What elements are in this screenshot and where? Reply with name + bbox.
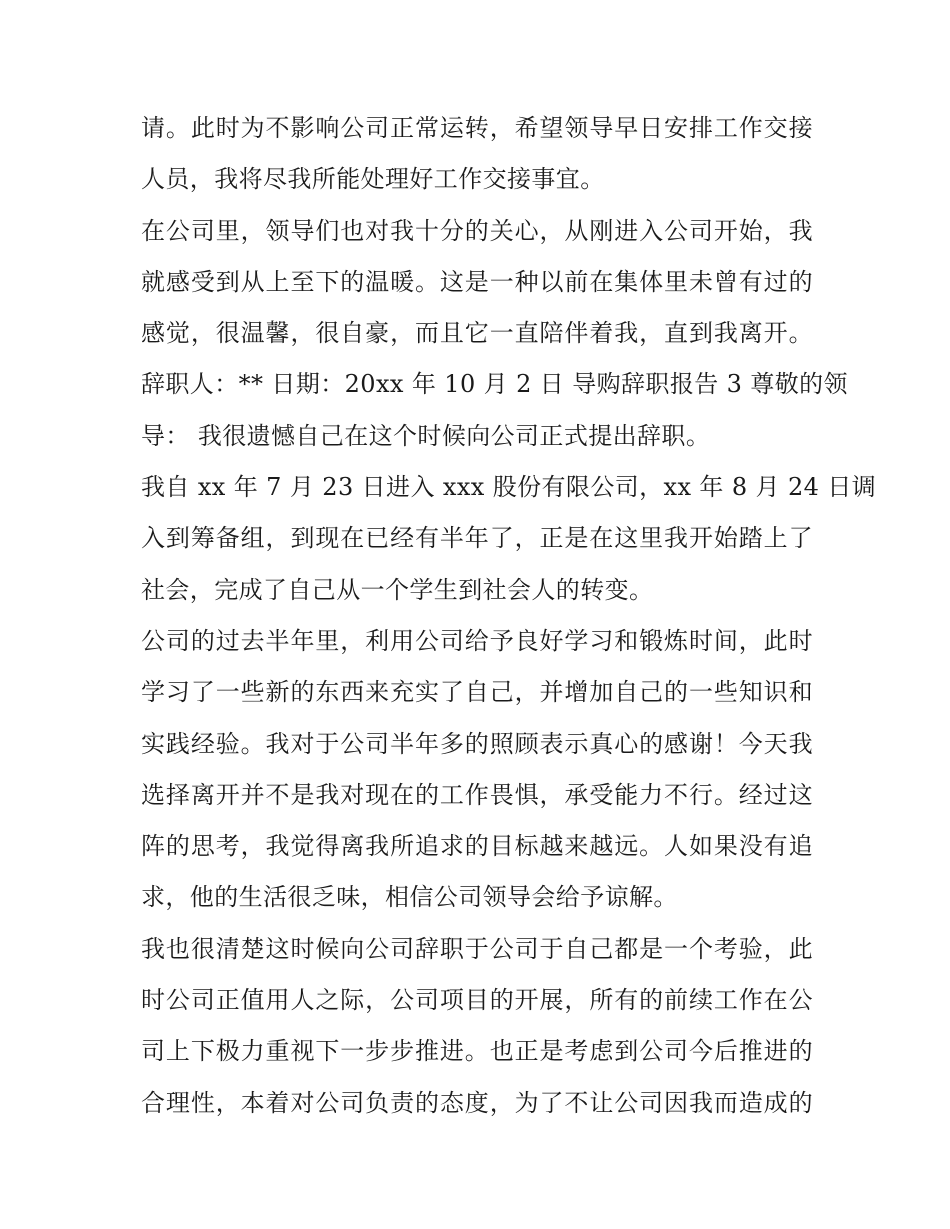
text-line: 选择离开并不是我对现在的工作畏惧，承受能力不行。经过这 (141, 780, 813, 809)
text-line: 我自 xx 年 7 月 23 日进入 xxx 股份有限公司，xx 年 8 月 24 日调 (141, 473, 877, 502)
text-line: 请。此时为不影响公司正常运转，希望领导早日安排工作交接 (141, 114, 813, 142)
text-line: 导： 我很遗憾自己在这个时候向公司正式提出辞职。 (141, 421, 711, 450)
body-text (141, 103, 877, 1129)
text-line: 感觉，很温馨，很自豪，而且它一直陪伴着我，直到我离开。 (141, 319, 813, 348)
text-line: 阵的思考，我觉得离我所追求的目标越来越远。人如果没有追 (141, 832, 813, 861)
text-line: 人员，我将尽我所能处理好工作交接事宜。 (141, 165, 605, 194)
text-line: 实践经验。我对于公司半年多的照顾表示真心的感谢！今天我 (141, 729, 813, 758)
text-line: 合理性，本着对公司负责的态度，为了不让公司因我而造成的 (141, 1088, 813, 1117)
text-line: 社会，完成了自己从一个学生到社会人的转变。 (141, 575, 654, 604)
text-line: 就感受到从上至下的温暖。这是一种以前在集体里未曾有过的 (141, 267, 813, 296)
text-line: 求，他的生活很乏味，相信公司领导会给予谅解。 (141, 883, 678, 912)
text-line: 在公司里，领导们也对我十分的关心，从刚进入公司开始，我 (141, 216, 813, 245)
text-line: 司上下极力重视下一步步推进。也正是考虑到公司今后推进的 (141, 1037, 813, 1066)
text-line: 时公司正值用人之际，公司项目的开展，所有的前续工作在公 (141, 986, 813, 1015)
text-line: 公司的过去半年里，利用公司给予良好学习和锻炼时间，此时 (141, 626, 813, 655)
text-line: 我也很清楚这时候向公司辞职于公司于自己都是一个考验，此 (141, 934, 813, 963)
text-line: 学习了一些新的东西来充实了自己，并增加自己的一些知识和 (141, 678, 813, 707)
text-line: 入到筹备组，到现在已经有半年了，正是在这里我开始踏上了 (141, 524, 813, 553)
text-line: 辞职人：** 日期：20xx 年 10 月 2 日 导购辞职报告 3 尊敬的领 (141, 370, 848, 399)
